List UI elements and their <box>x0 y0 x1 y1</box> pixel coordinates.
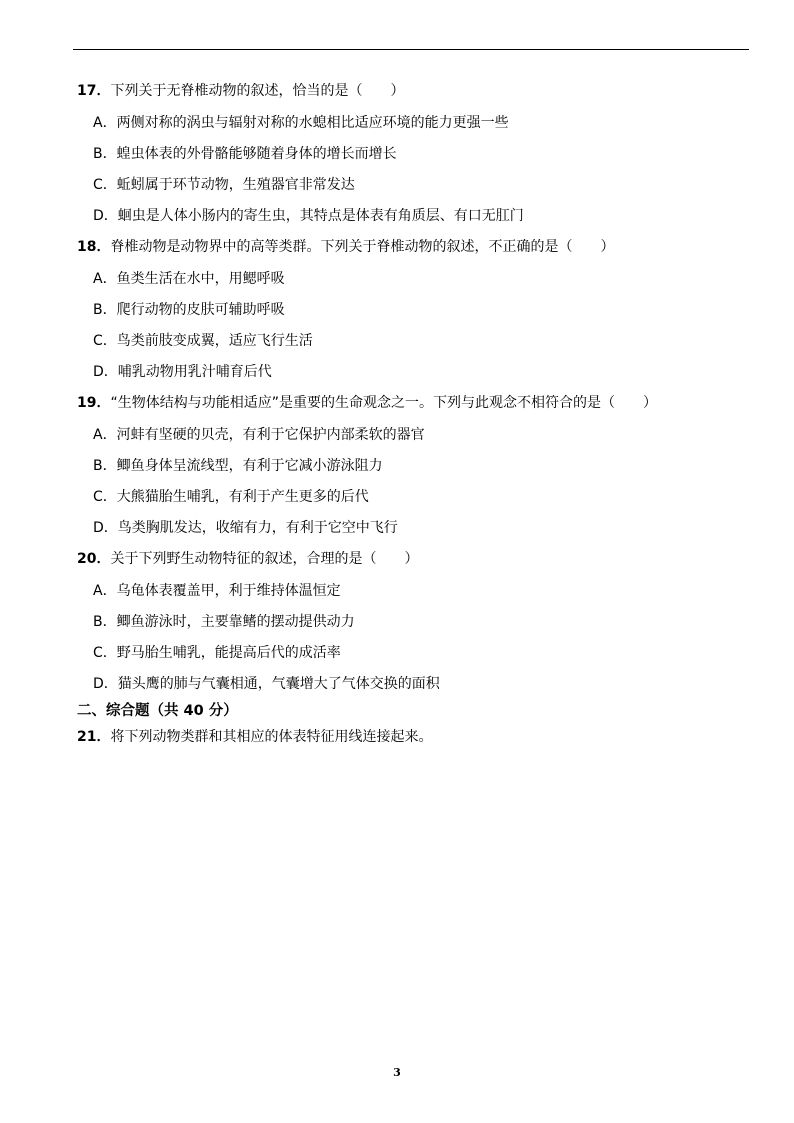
question-text: 脊椎动物是动物界中的高等类群。下列关于脊椎动物的叙述，不正确的是（ ） <box>110 239 615 255</box>
question-19-option-c: C．大熊猫胎生哺乳，有利于产生更多的后代 <box>93 489 369 505</box>
question-20-option-b: B．鲫鱼游泳时，主要靠鳍的摆动提供动力 <box>93 614 355 630</box>
question-text: 将下列动物类群和其相应的体表特征用线连接起来。 <box>110 729 433 745</box>
question-17-option-d: D．蛔虫是人体小肠内的寄生虫，其特点是体表有角质层、有口无肛门 <box>93 208 524 224</box>
question-17-stem <box>77 82 404 100</box>
question-20-option-c: C．野马胎生哺乳，能提高后代的成活率 <box>93 645 341 661</box>
question-18-option-d: D．哺乳动物用乳汁哺育后代 <box>93 364 272 380</box>
question-number: 17． <box>77 83 111 99</box>
question-17-option-c: C．蚯蚓属于环节动物，生殖器官非常发达 <box>93 177 355 193</box>
question-20-stem <box>77 550 418 568</box>
question-18-stem <box>77 238 614 256</box>
question-number: 18． <box>77 239 111 255</box>
question-text: 下列关于无脊椎动物的叙述，恰当的是（ ） <box>110 83 405 99</box>
question-number: 20． <box>77 551 111 567</box>
question-17-option-b: B．蝗虫体表的外骨骼能够随着身体的增长而增长 <box>93 146 397 162</box>
question-18-option-b: B．爬行动物的皮肤可辅助呼吸 <box>93 302 285 318</box>
section-heading: 二、综合题（共 40 分） <box>77 703 238 719</box>
question-19-option-b: B．鲫鱼身体呈流线型，有利于它减小游泳阻力 <box>93 458 383 474</box>
question-18-option-a: A．鱼类生活在水中，用鳃呼吸 <box>93 271 285 287</box>
question-19-option-d: D．鸟类胸肌发达，收缩有力，有利于它空中飞行 <box>93 520 398 536</box>
question-19-stem <box>77 394 657 412</box>
question-17-option-a: A．两侧对称的涡虫与辐射对称的水螅相比适应环境的能力更强一些 <box>93 115 509 131</box>
question-text: 关于下列野生动物特征的叙述，合理的是（ ） <box>110 551 419 567</box>
page-number: 3 <box>393 1066 401 1079</box>
question-20-option-d: D．猫头鹰的肺与气囊相通，气囊增大了气体交换的面积 <box>93 676 440 692</box>
question-21-stem <box>77 728 432 746</box>
question-number: 21． <box>77 729 111 745</box>
question-18-option-c: C．鸟类前肢变成翼，适应飞行生活 <box>93 333 313 349</box>
question-19-option-a: A．河蚌有坚硬的贝壳，有利于它保护内部柔软的器官 <box>93 427 425 443</box>
question-20-option-a: A．乌龟体表覆盖甲，利于维持体温恒定 <box>93 583 341 599</box>
question-number: 19． <box>77 395 111 411</box>
header-rule <box>73 49 749 50</box>
question-text: “生物体结构与功能相适应”是重要的生命观念之一。下列与此观念不相符合的是（ ） <box>110 395 657 411</box>
